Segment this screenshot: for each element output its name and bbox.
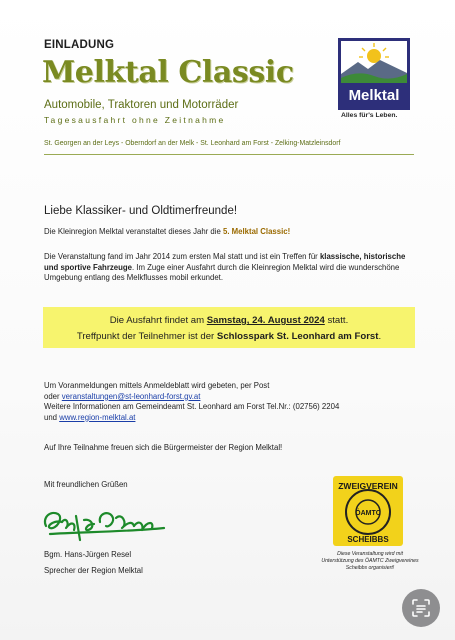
oamtc-emblem xyxy=(333,476,403,546)
participating-towns: St. Georgen an der Leys - Oberndorf an der Melk - St. Leonhard am Forst - Zelking-Matzleinsdorf xyxy=(44,140,341,147)
meeting-line xyxy=(43,331,415,342)
website-link[interactable]: www.region-melktal.at xyxy=(59,412,136,422)
info-text: Weitere Informationen am Gemeindeamt St. Leonhard am Forst Tel.Nr.: (02756) 2204 xyxy=(44,402,340,412)
signer-role: Sprecher der Region Melktal xyxy=(44,566,143,575)
closing-regards: Mit freundlichen Grüßen xyxy=(44,480,128,489)
logo-slogan: Alles für's Leben. xyxy=(341,112,398,119)
signer-name: Bgm. Hans-Jürgen Resel xyxy=(44,550,132,559)
meeting-place: Schlosspark St. Leonhard am Forst xyxy=(216,331,379,342)
event-title: Melktal Classic xyxy=(42,55,294,90)
event-date: Samstag, 24. August 2024 xyxy=(206,315,325,326)
description-text-1: Die Veranstaltung fand im Jahr 2014 zum ersten Mal statt und ist ein Treffen für xyxy=(44,252,320,261)
registration-text: Um Voranmeldungen mittels Anmeldeblatt wird gebeten, per Post xyxy=(44,381,270,390)
event-tagline: Tagesausfahrt ohne Zeitnahme xyxy=(44,115,226,125)
text-scan-icon xyxy=(412,599,430,617)
mayor-line: Auf Ihre Teilnahme freuen sich die Bürgermeister der Region Melktal! xyxy=(44,443,283,452)
contact-or: oder xyxy=(44,391,62,401)
invitation-label: EINLADUNG xyxy=(44,39,115,51)
event-date-box xyxy=(43,307,415,348)
emblem-top-text: ZWEIGVEREIN xyxy=(338,481,398,491)
emblem-center-text: ÖAMTC xyxy=(355,510,381,517)
edition-highlight: 5. Melktal Classic! xyxy=(223,227,291,236)
melktal-logo xyxy=(338,38,410,110)
emblem-bottom-text: SCHEIBBS xyxy=(347,535,389,544)
intro-text: Die Kleinregion Melktal veranstaltet dieses Jahr die xyxy=(44,227,223,236)
signature xyxy=(36,498,176,544)
description-text-2: . Im Zuge einer Ausfahrt durch die Kleinregion Melktal wird die wunderschöne Umgebung entlang des Melkflusses mobil erkundet. xyxy=(44,262,400,283)
date-line xyxy=(43,315,415,326)
live-text-button[interactable] xyxy=(402,589,440,627)
logo-wordmark: Melktal xyxy=(348,87,400,104)
date-suffix: statt. xyxy=(324,315,349,326)
email-link[interactable]: veranstaltungen@st-leonhard-forst.gv.at xyxy=(61,391,201,401)
intro-paragraph xyxy=(44,227,416,238)
description-paragraph xyxy=(44,252,416,284)
contact-paragraph xyxy=(44,381,416,423)
date-prefix: Die Ausfahrt findet am xyxy=(109,315,207,326)
vehicle-types: klassische, historische und sportive Fahrzeuge xyxy=(44,252,406,272)
contact-and: und xyxy=(44,412,60,422)
greeting: Liebe Klassiker- und Oldtimerfreunde! xyxy=(44,205,238,217)
event-subtitle: Automobile, Traktoren und Motorräder xyxy=(44,99,239,111)
header-divider xyxy=(44,154,414,155)
meeting-suffix: . xyxy=(378,331,382,342)
meeting-prefix: Treffpunkt der Teilnehmer ist der xyxy=(76,331,217,342)
sponsor-note: Diese Veranstaltung wird mit Unterstützung des ÖAMTC Zweigvereines Scheibbs organisiert! xyxy=(321,551,419,571)
